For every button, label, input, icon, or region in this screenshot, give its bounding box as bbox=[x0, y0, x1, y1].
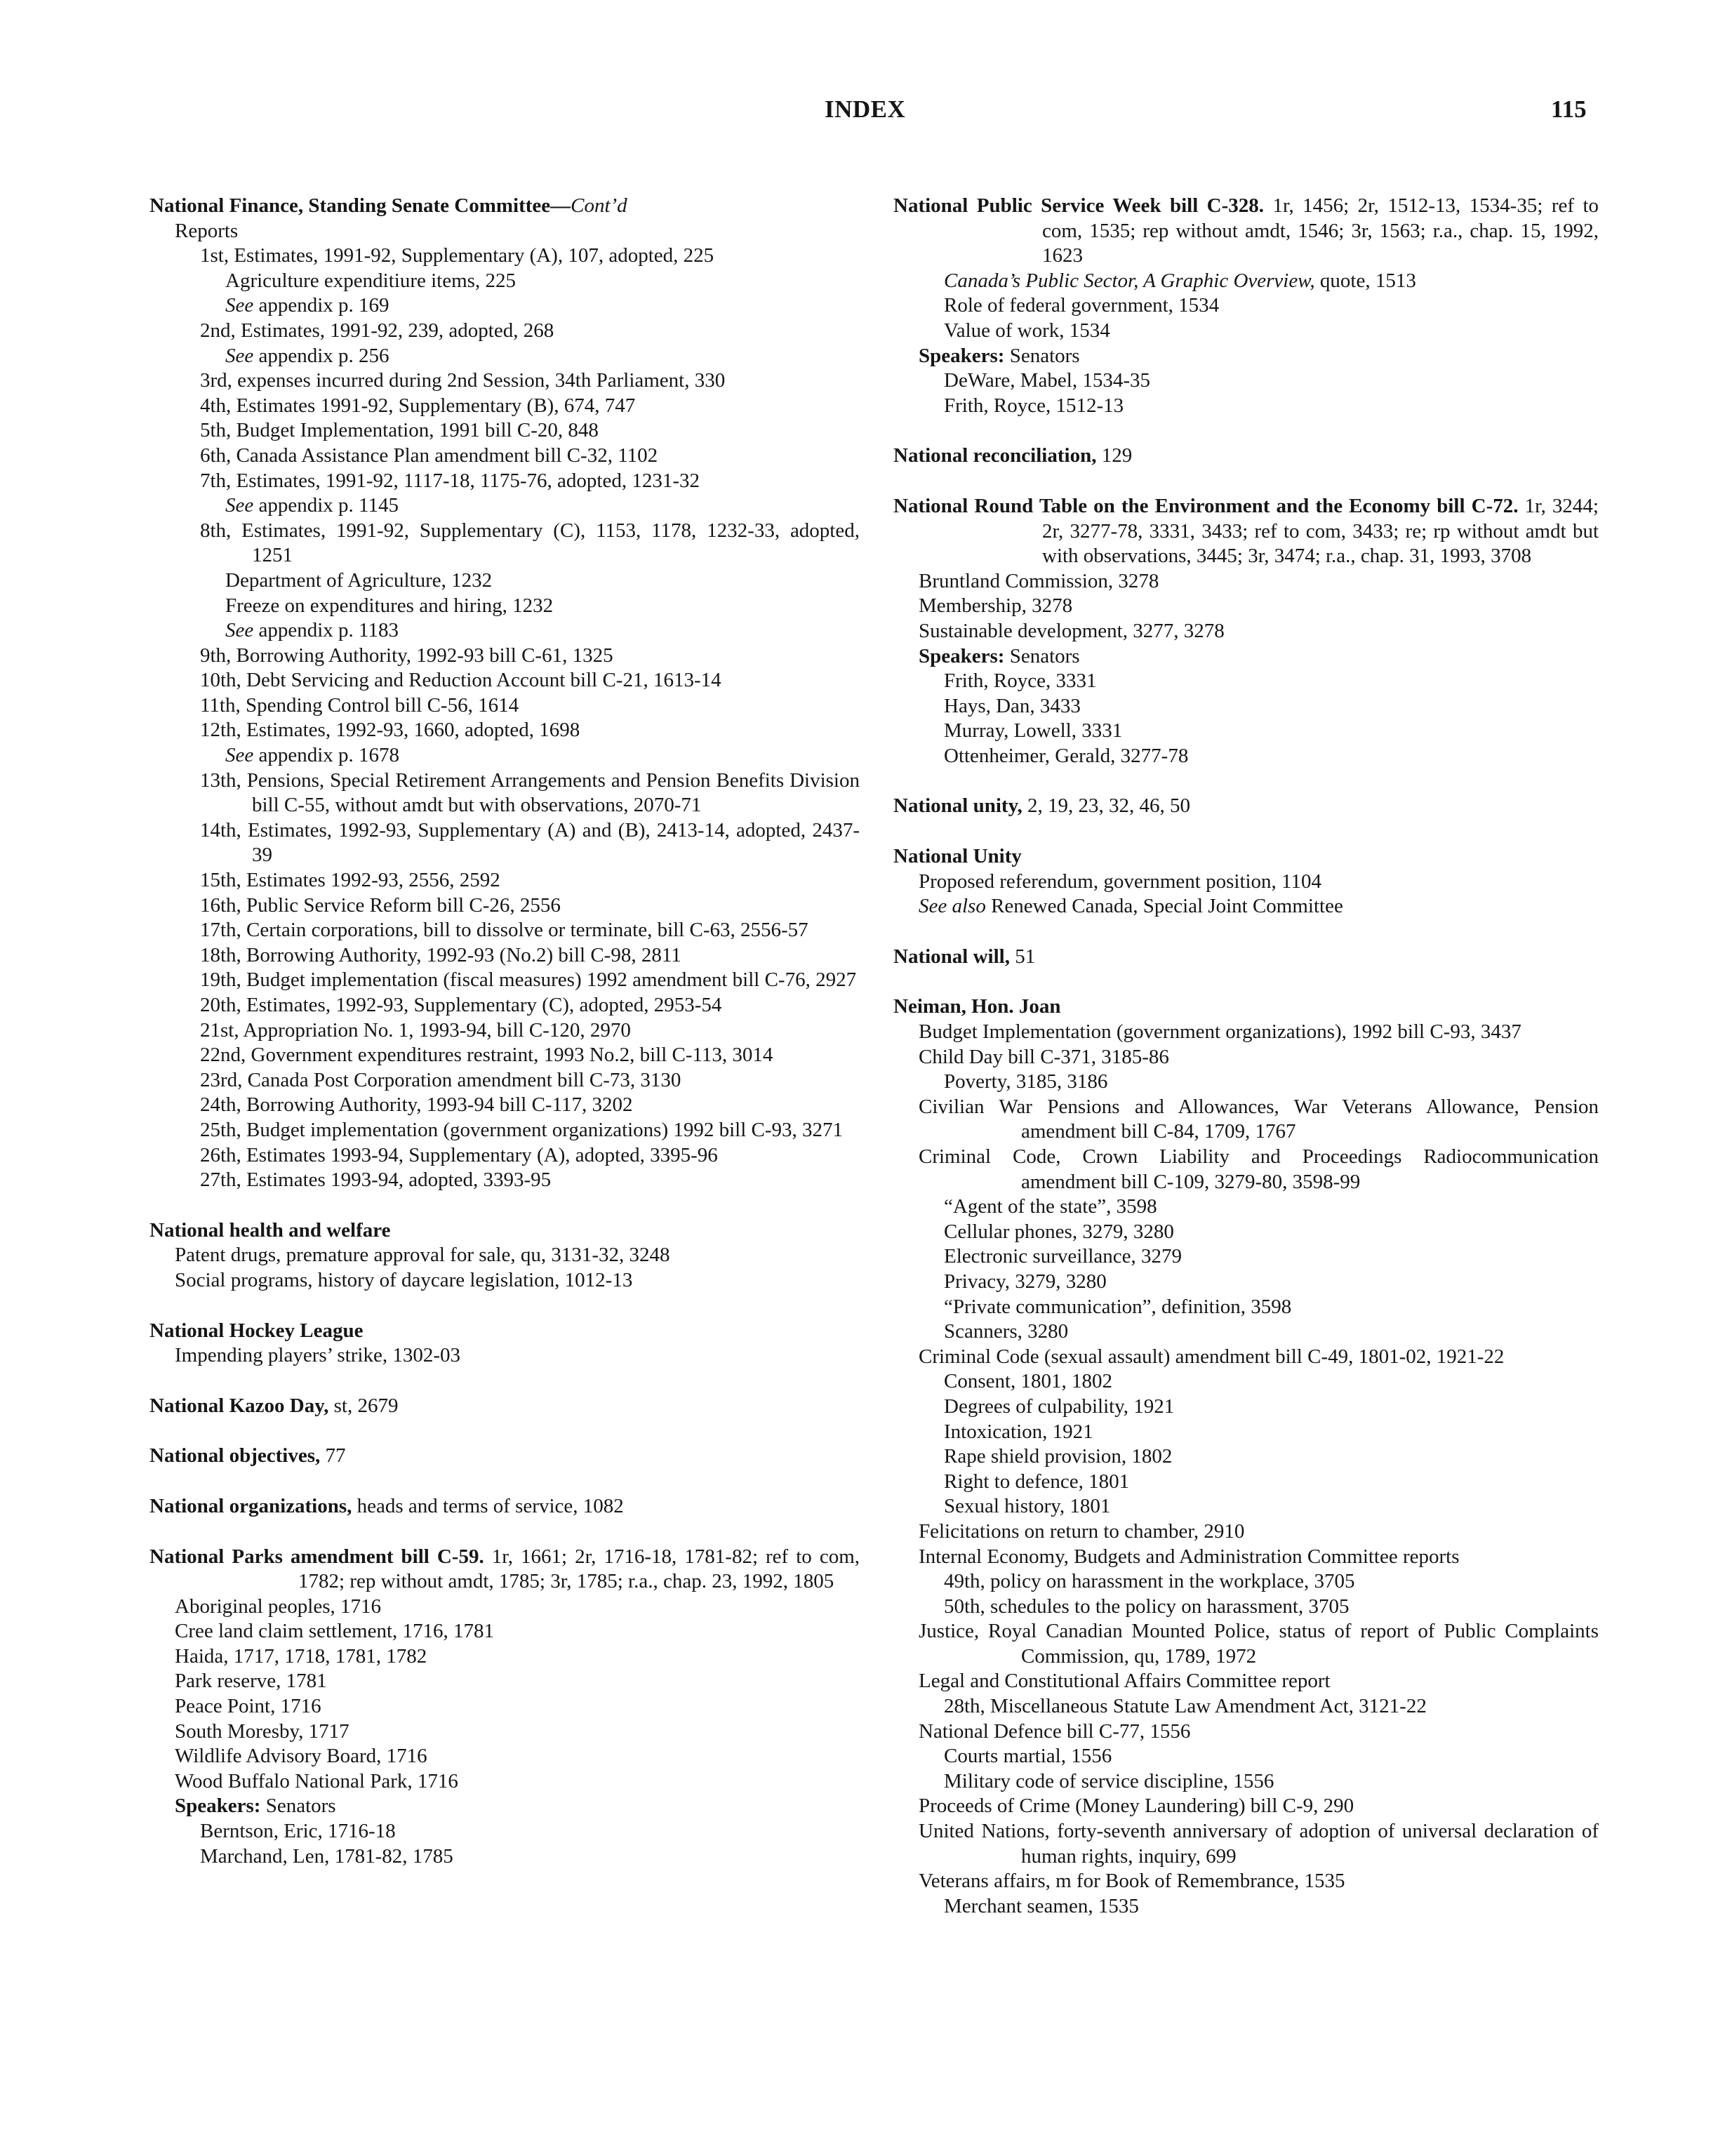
index-entry bbox=[893, 694, 1599, 719]
index-entry bbox=[149, 1694, 860, 1719]
entry-text: Merchant seamen, 1535 bbox=[944, 1894, 1139, 1917]
index-entry bbox=[149, 918, 860, 943]
entry-text: Criminal Code, Crown Liability and Proceedings Radiocommunication amendment bill C-109, 3279-80, 3598-99 bbox=[919, 1145, 1599, 1193]
entry-text: Park reserve, 1781 bbox=[175, 1670, 327, 1693]
entry-text: Poverty, 3185, 3186 bbox=[944, 1070, 1108, 1093]
entry-text: Intoxication, 1921 bbox=[944, 1420, 1093, 1443]
entry-text: 1r, 1661; 2r, 1716-18, 1781-82; ref to com, 1782; rep without amdt, 1785; 3r, 1785; r.a., chap. 23, 1992, 1805 bbox=[298, 1545, 860, 1593]
index-entry bbox=[893, 894, 1599, 919]
index-entry bbox=[149, 219, 860, 244]
entry-text: 21st, Appropriation No. 1, 1993-94, bill C-120, 2970 bbox=[200, 1018, 631, 1042]
index-entry bbox=[893, 1869, 1599, 1894]
page-header bbox=[0, 95, 1732, 131]
entry-text: 2, 19, 23, 32, 46, 50 bbox=[1022, 794, 1190, 818]
index-entry bbox=[149, 519, 860, 568]
entry-text: Justice, Royal Canadian Mounted Police, status of report of Public Complaints Commission, qu, 1789, 1972 bbox=[919, 1620, 1599, 1668]
entry-text: 11th, Spending Control bill C-56, 1614 bbox=[200, 693, 519, 717]
entry-text: Senators bbox=[1004, 644, 1080, 667]
index-entry bbox=[893, 1719, 1599, 1745]
entry-text: See bbox=[225, 619, 254, 642]
index-entry bbox=[893, 669, 1599, 694]
index-entry bbox=[149, 618, 860, 644]
index-entry bbox=[893, 1545, 1599, 1570]
index-entry bbox=[149, 1669, 860, 1694]
entry-text: 9th, Borrowing Authority, 1992-93 bill C-61, 1325 bbox=[200, 644, 613, 667]
entry-text: Patent drugs, premature approval for sale, qu, 3131-32, 3248 bbox=[175, 1244, 670, 1267]
index-entry bbox=[149, 968, 860, 993]
index-entry bbox=[893, 1794, 1599, 1819]
entry-text: Cont’d bbox=[571, 194, 627, 217]
entry-text: st, 2679 bbox=[328, 1394, 399, 1417]
entry-text: Legal and Constitutional Affairs Committee report bbox=[919, 1670, 1331, 1693]
entry-text: Marchand, Len, 1781-82, 1785 bbox=[200, 1844, 453, 1868]
entry-text: Neiman, Hon. Joan bbox=[893, 995, 1061, 1018]
index-heading bbox=[149, 194, 860, 219]
entry-text: National Round Table on the Environment and the Economy bill C-72. bbox=[893, 494, 1519, 517]
index-entry bbox=[149, 1644, 860, 1670]
entry-text: Scanners, 3280 bbox=[944, 1320, 1069, 1343]
entry-text: 18th, Borrowing Authority, 1992-93 (No.2) bill C-98, 2811 bbox=[200, 943, 681, 966]
entry-text: Sexual history, 1801 bbox=[944, 1495, 1111, 1518]
entry-text: See also bbox=[919, 895, 986, 918]
entry-text: Agriculture expenditiure items, 225 bbox=[225, 269, 516, 292]
index-entry bbox=[149, 418, 860, 444]
entry-text: Senators bbox=[1004, 344, 1080, 367]
index-entry bbox=[893, 1145, 1599, 1195]
entry-text: Child Day bill C-371, 3185-86 bbox=[919, 1045, 1169, 1068]
entry-text: Degrees of culpability, 1921 bbox=[944, 1395, 1175, 1418]
entry-text: Frith, Royce, 1512-13 bbox=[944, 394, 1124, 417]
index-entry bbox=[149, 1619, 860, 1644]
entry-text: 24th, Borrowing Authority, 1993-94 bill C-117, 3202 bbox=[200, 1093, 633, 1117]
index-entry bbox=[893, 293, 1599, 319]
index-entry bbox=[149, 1343, 860, 1369]
index-entry bbox=[149, 1043, 860, 1068]
entry-text: Social programs, history of daycare legislation, 1012-13 bbox=[175, 1268, 633, 1291]
index-entry bbox=[893, 1569, 1599, 1595]
entry-text: Aboriginal peoples, 1716 bbox=[175, 1595, 381, 1618]
entry-text: National Defence bill C-77, 1556 bbox=[919, 1719, 1191, 1743]
index-entry bbox=[893, 594, 1599, 619]
index-heading bbox=[893, 444, 1599, 469]
entry-text: National Finance, Standing Senate Committee— bbox=[149, 194, 571, 217]
entry-text: Veterans affairs, m for Book of Remembrance, 1535 bbox=[919, 1870, 1345, 1893]
index-entry bbox=[149, 1595, 860, 1620]
index-entry bbox=[149, 469, 860, 494]
entry-text: appendix p. 1678 bbox=[253, 744, 400, 767]
index-entry bbox=[893, 1295, 1599, 1320]
index-heading bbox=[149, 1218, 860, 1244]
index-entry bbox=[893, 1319, 1599, 1345]
index-heading bbox=[149, 1494, 860, 1519]
entry-text: Impending players’ strike, 1302-03 bbox=[175, 1344, 460, 1367]
entry-text: Sustainable development, 3277, 3278 bbox=[919, 619, 1225, 642]
entry-text: Electronic surveillance, 3279 bbox=[944, 1245, 1183, 1268]
entry-text: National health and welfare bbox=[149, 1218, 391, 1242]
index-entry bbox=[893, 1420, 1599, 1445]
index-entry bbox=[149, 743, 860, 768]
entry-text: See bbox=[225, 294, 254, 317]
index-heading bbox=[149, 1394, 860, 1419]
index-entry bbox=[149, 1719, 860, 1745]
entry-text: 6th, Canada Assistance Plan amendment bill C-32, 1102 bbox=[200, 444, 658, 467]
index-entry bbox=[149, 1018, 860, 1044]
index-heading bbox=[149, 1545, 860, 1595]
index-entry bbox=[149, 1143, 860, 1169]
index-entry bbox=[149, 718, 860, 743]
entry-text: Canada’s Public Sector, A Graphic Overview, bbox=[944, 269, 1315, 292]
entry-text: Murray, Lowell, 3331 bbox=[944, 719, 1123, 743]
entry-text: Internal Economy, Budgets and Administration Committee reports bbox=[919, 1545, 1460, 1568]
index-entry bbox=[893, 1020, 1599, 1045]
entry-text: DeWare, Mabel, 1534-35 bbox=[944, 369, 1151, 392]
index-entry bbox=[149, 568, 860, 594]
entry-text: 7th, Estimates, 1991-92, 1117-18, 1175-76, adopted, 1231-32 bbox=[200, 469, 700, 492]
entry-text: heads and terms of service, 1082 bbox=[352, 1494, 624, 1517]
entry-text: Membership, 3278 bbox=[919, 594, 1073, 618]
entry-text: 77 bbox=[320, 1444, 346, 1468]
entry-text: National organizations, bbox=[149, 1494, 352, 1517]
entry-text: Role of federal government, 1534 bbox=[944, 294, 1220, 317]
index-entry bbox=[149, 893, 860, 919]
index-heading bbox=[893, 794, 1599, 819]
entry-text: Bruntland Commission, 3278 bbox=[919, 569, 1159, 592]
entry-text: Freeze on expenditures and hiring, 1232 bbox=[225, 594, 554, 617]
index-entry bbox=[893, 1095, 1599, 1145]
entry-text: Speakers: bbox=[175, 1795, 261, 1818]
entry-text: Civilian War Pensions and Allowances, War Veterans Allowance, Pension amendment bill C-84, 1709, 1767 bbox=[919, 1095, 1599, 1143]
entry-text: National Public Service Week bill C-328. bbox=[893, 194, 1265, 217]
entry-text: Rape shield provision, 1802 bbox=[944, 1445, 1173, 1468]
entry-text: 12th, Estimates, 1992-93, 1660, adopted, 1698 bbox=[200, 719, 580, 742]
entry-text: Ottenheimer, Gerald, 3277-78 bbox=[944, 744, 1189, 767]
entry-text: 50th, schedules to the policy on harassment, 3705 bbox=[944, 1595, 1350, 1618]
index-entry bbox=[149, 344, 860, 369]
index-entry bbox=[893, 619, 1599, 644]
entry-text: 28th, Miscellaneous Statute Law Amendment Act, 3121-22 bbox=[944, 1695, 1427, 1718]
index-entry bbox=[149, 644, 860, 669]
entry-text: 26th, Estimates 1993-94, Supplementary (A), adopted, 3395-96 bbox=[200, 1143, 718, 1166]
entry-text: appendix p. 256 bbox=[253, 344, 389, 367]
entry-text: 23rd, Canada Post Corporation amendment bill C-73, 3130 bbox=[200, 1068, 681, 1091]
entry-text: Speakers: bbox=[919, 644, 1005, 667]
index-entry bbox=[893, 1519, 1599, 1545]
index-entry bbox=[893, 1045, 1599, 1070]
entry-text: 27th, Estimates 1993-94, adopted, 3393-95 bbox=[200, 1169, 552, 1192]
entry-text: Peace Point, 1716 bbox=[175, 1695, 321, 1718]
entry-text: 15th, Estimates 1992-93, 2556, 2592 bbox=[200, 869, 500, 892]
index-entry bbox=[149, 1844, 860, 1870]
entry-text: Courts martial, 1556 bbox=[944, 1745, 1112, 1768]
entry-text: appendix p. 1183 bbox=[253, 619, 399, 642]
index-entry bbox=[893, 1470, 1599, 1495]
entry-text: Reports bbox=[175, 219, 239, 242]
index-entry bbox=[149, 1093, 860, 1118]
entry-text: 3rd, expenses incurred during 2nd Session, 34th Parliament, 330 bbox=[200, 369, 726, 392]
entry-text: National objectives, bbox=[149, 1444, 321, 1468]
index-entry bbox=[149, 594, 860, 619]
index-entry bbox=[893, 744, 1599, 769]
index-heading bbox=[893, 194, 1599, 269]
entry-text: 1r, 3244; 2r, 3277-78, 3331, 3433; ref to com, 3433; re; rp without amdt but with observations, 3445; 3r, 3474; r.a., chap. 31, 1993, 3708 bbox=[1042, 494, 1599, 568]
index-entry bbox=[893, 1669, 1599, 1694]
index-entry bbox=[893, 1395, 1599, 1420]
index-heading bbox=[893, 945, 1599, 970]
entry-text: 1st, Estimates, 1991-92, Supplementary (A), 107, adopted, 225 bbox=[200, 244, 714, 267]
entry-text: National Parks amendment bill C-59. bbox=[149, 1545, 484, 1568]
entry-text: See bbox=[225, 494, 254, 517]
entry-text: Frith, Royce, 3331 bbox=[944, 670, 1097, 693]
index-entry bbox=[149, 768, 860, 818]
entry-text: 129 bbox=[1096, 444, 1133, 467]
entry-text: South Moresby, 1717 bbox=[175, 1719, 349, 1743]
entry-text: 25th, Budget implementation (government organizations) 1992 bill C-93, 3271 bbox=[200, 1118, 844, 1141]
page-number: 115 bbox=[1551, 95, 1587, 123]
entry-text: quote, 1513 bbox=[1314, 269, 1416, 292]
entry-text: “Agent of the state”, 3598 bbox=[944, 1195, 1157, 1218]
index-column-right bbox=[893, 194, 1599, 1919]
index-entry bbox=[149, 244, 860, 269]
index-entry bbox=[893, 1244, 1599, 1270]
entry-text: 49th, policy on harassment in the workplace, 3705 bbox=[944, 1570, 1355, 1593]
entry-text: Senators bbox=[260, 1795, 336, 1818]
entry-text: Consent, 1801, 1802 bbox=[944, 1370, 1113, 1393]
index-entry bbox=[893, 269, 1599, 294]
index-entry bbox=[893, 644, 1599, 670]
entry-text: 5th, Budget Implementation, 1991 bill C-20, 848 bbox=[200, 419, 599, 442]
entry-text: 4th, Estimates 1991-92, Supplementary (B), 674, 747 bbox=[200, 394, 636, 417]
index-heading bbox=[893, 844, 1599, 870]
entry-text: United Nations, forty-seventh anniversary of adoption of universal declaration of human rights, inquiry, 699 bbox=[919, 1820, 1599, 1868]
entry-text: Department of Agriculture, 1232 bbox=[225, 568, 493, 592]
entry-text: 16th, Public Service Reform bill C-26, 2556 bbox=[200, 893, 561, 917]
entry-text: Budget Implementation (government organizations), 1992 bill C-93, 3437 bbox=[919, 1020, 1521, 1044]
index-entry bbox=[149, 1744, 860, 1769]
entry-text: 19th, Budget implementation (fiscal measures) 1992 amendment bill C-76, 2927 bbox=[200, 969, 857, 992]
entry-text: appendix p. 1145 bbox=[253, 494, 399, 517]
index-entry bbox=[149, 1118, 860, 1143]
index-entry bbox=[149, 818, 860, 868]
index-entry bbox=[893, 1444, 1599, 1470]
entry-text: National will, bbox=[893, 945, 1010, 968]
entry-text: 17th, Certain corporations, bill to dissolve or terminate, bill C-63, 2556-57 bbox=[200, 919, 808, 942]
entry-text: National Hockey League bbox=[149, 1319, 364, 1342]
entry-text: Haida, 1717, 1718, 1781, 1782 bbox=[175, 1644, 427, 1668]
index-entry bbox=[893, 569, 1599, 594]
index-entry bbox=[893, 1220, 1599, 1245]
index-entry bbox=[149, 493, 860, 519]
index-entry bbox=[149, 1168, 860, 1193]
entry-text: Renewed Canada, Special Joint Committee bbox=[985, 895, 1343, 918]
entry-text: National Unity bbox=[893, 845, 1022, 868]
entry-text: 22nd, Government expenditures restraint, 1993 No.2, bill C-113, 3014 bbox=[200, 1044, 773, 1067]
entry-text: 10th, Debt Servicing and Reduction Account bill C-21, 1613-14 bbox=[200, 669, 721, 692]
entry-text: Cellular phones, 3279, 3280 bbox=[944, 1220, 1174, 1243]
index-entry bbox=[149, 868, 860, 893]
entry-text: 51 bbox=[1009, 945, 1036, 968]
index-entry bbox=[149, 1068, 860, 1093]
index-entry bbox=[893, 1195, 1599, 1220]
index-entry bbox=[893, 1070, 1599, 1095]
index-entry bbox=[893, 1744, 1599, 1769]
entry-text: See bbox=[225, 344, 254, 367]
entry-text: National reconciliation, bbox=[893, 444, 1097, 467]
index-column-left bbox=[149, 194, 860, 1869]
index-entry bbox=[149, 444, 860, 469]
entry-text: 1r, 1456; 2r, 1512-13, 1534-35; ref to com, 1535; rep without amdt, 1546; 3r, 1563; r.a., chap. 15, 1992, 1623 bbox=[1042, 194, 1599, 267]
index-entry bbox=[893, 1619, 1599, 1669]
entry-text: National unity, bbox=[893, 794, 1022, 818]
entry-text: 13th, Pensions, Special Retirement Arrangements and Pension Benefits Division bill C-55, without amdt but with observations, 2070-71 bbox=[200, 768, 860, 817]
entry-text: Hays, Dan, 3433 bbox=[944, 694, 1081, 717]
entry-text: 20th, Estimates, 1992-93, Supplementary (C), adopted, 2953-54 bbox=[200, 994, 722, 1016]
index-entry bbox=[893, 1819, 1599, 1869]
index-entry bbox=[893, 719, 1599, 744]
index-entry bbox=[149, 1769, 860, 1795]
entry-text: Military code of service discipline, 1556 bbox=[944, 1769, 1274, 1792]
index-entry bbox=[893, 1494, 1599, 1519]
entry-text: Speakers: bbox=[919, 344, 1005, 367]
entry-text: Privacy, 3279, 3280 bbox=[944, 1270, 1107, 1293]
index-entry bbox=[893, 344, 1599, 369]
entry-text: Proposed referendum, government position, 1104 bbox=[919, 870, 1321, 893]
header-title: INDEX bbox=[825, 95, 906, 123]
index-entry bbox=[893, 1270, 1599, 1295]
entry-text: appendix p. 169 bbox=[253, 294, 389, 317]
entry-text: Criminal Code (sexual assault) amendment bill C-49, 1801-02, 1921-22 bbox=[919, 1345, 1505, 1368]
index-entry bbox=[149, 1243, 860, 1268]
index-heading bbox=[893, 994, 1599, 1020]
entry-text: Wood Buffalo National Park, 1716 bbox=[175, 1769, 458, 1792]
index-entry bbox=[149, 1794, 860, 1819]
index-entry bbox=[149, 394, 860, 419]
index-entry bbox=[893, 1769, 1599, 1795]
index-entry bbox=[893, 1595, 1599, 1620]
entry-text: See bbox=[225, 744, 254, 767]
index-entry bbox=[149, 368, 860, 394]
index-entry bbox=[149, 1819, 860, 1844]
entry-text: 14th, Estimates, 1992-93, Supplementary (A) and (B), 2413-14, adopted, 2437-39 bbox=[200, 818, 860, 867]
index-heading bbox=[149, 1444, 860, 1469]
index-entry bbox=[149, 943, 860, 969]
index-entry bbox=[149, 293, 860, 319]
entry-text: Value of work, 1534 bbox=[944, 319, 1110, 342]
index-entry bbox=[149, 319, 860, 344]
index-entry bbox=[893, 368, 1599, 394]
entry-text: 8th, Estimates, 1991-92, Supplementary (C), 1153, 1178, 1232-33, adopted, 1251 bbox=[200, 519, 860, 567]
entry-text: Cree land claim settlement, 1716, 1781 bbox=[175, 1620, 495, 1643]
index-entry bbox=[149, 693, 860, 719]
entry-text: Felicitations on return to chamber, 2910 bbox=[919, 1519, 1245, 1543]
entry-text: National Kazoo Day, bbox=[149, 1394, 329, 1417]
index-entry bbox=[893, 1345, 1599, 1370]
entry-text: Proceeds of Crime (Money Laundering) bill C-9, 290 bbox=[919, 1795, 1354, 1818]
index-entry bbox=[149, 993, 860, 1018]
entry-text: 2nd, Estimates, 1991-92, 239, adopted, 268 bbox=[200, 319, 554, 342]
index-entry bbox=[893, 870, 1599, 895]
index-entry bbox=[149, 269, 860, 294]
index-entry bbox=[149, 1268, 860, 1293]
index-entry bbox=[893, 1369, 1599, 1395]
index-entry bbox=[893, 1694, 1599, 1719]
entry-text: Right to defence, 1801 bbox=[944, 1470, 1130, 1493]
entry-text: Berntson, Eric, 1716-18 bbox=[200, 1820, 396, 1843]
index-entry bbox=[893, 319, 1599, 344]
entry-text: “Private communication”, definition, 3598 bbox=[944, 1295, 1292, 1318]
index-heading bbox=[893, 494, 1599, 569]
index-entry bbox=[149, 668, 860, 693]
index-entry bbox=[893, 394, 1599, 419]
index-heading bbox=[149, 1319, 860, 1344]
entry-text: Wildlife Advisory Board, 1716 bbox=[175, 1745, 427, 1768]
index-entry bbox=[893, 1894, 1599, 1919]
